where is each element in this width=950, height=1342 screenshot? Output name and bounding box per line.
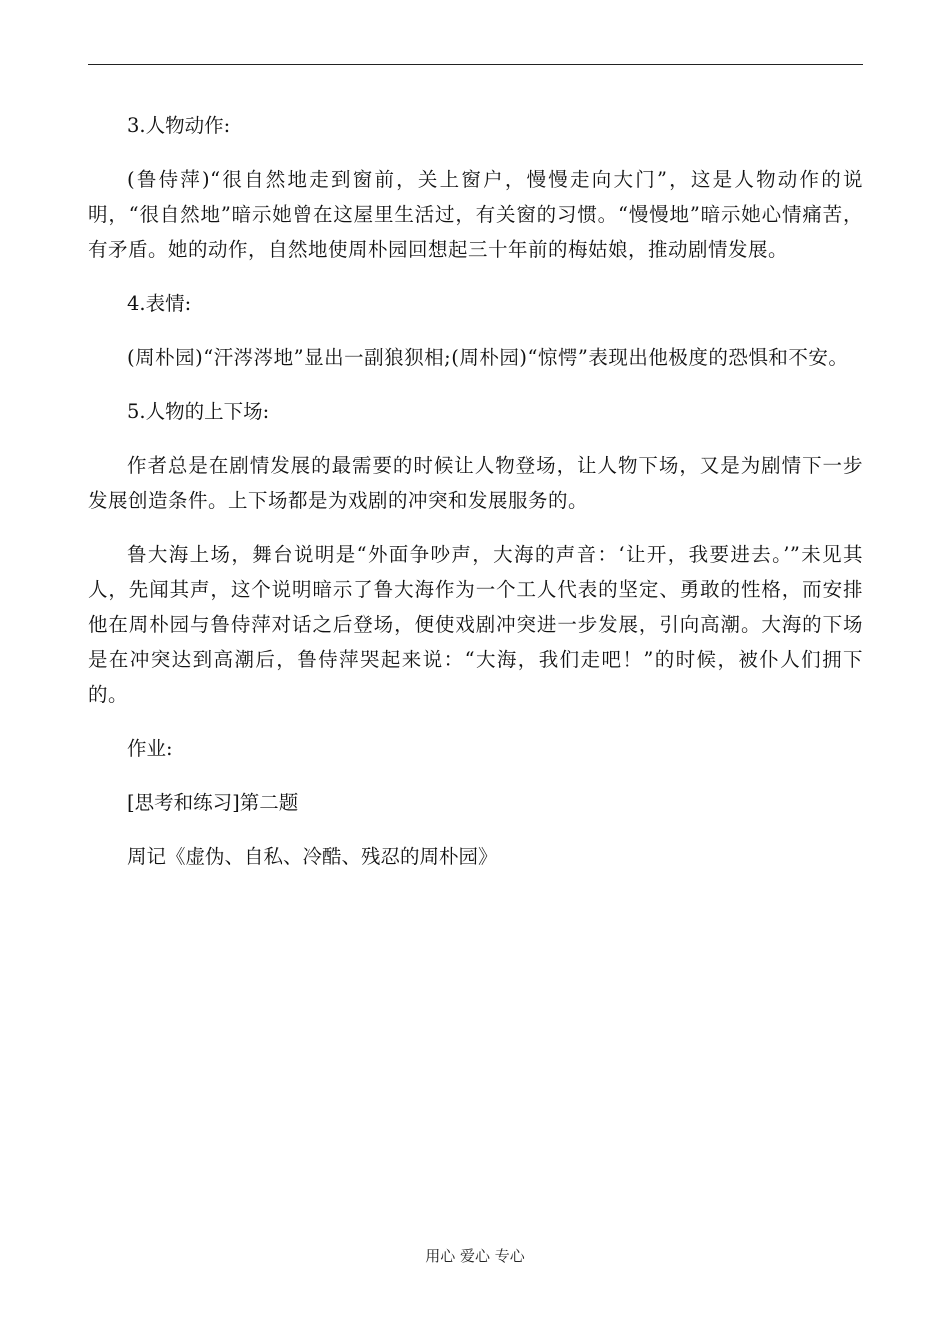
- homework-heading: 作业:: [127, 737, 173, 760]
- document-body: [88, 108, 863, 893]
- homework-exercise: [思考和练习]第二题: [127, 791, 299, 814]
- section-heading-entrance-exit: 5.人物的上下场:: [127, 400, 270, 423]
- header-rule: [88, 64, 863, 65]
- paragraph-dahai: 鲁大海上场，舞台说明是“外面争吵声，大海的声音：‘让开，我要进去。’”未见其人，先闻其声，这个说明暗示了鲁大海作为一个工人代表的坚定、勇敢的性格，而安排他在周朴园与鲁侍萍对话之后登场，便使戏剧冲突进一步发展，引向高潮。大海的下场是在冲突达到高潮后，鲁侍萍哭起来说：“大海，我们走吧！”的时候，被仆人们拥下的。: [88, 543, 863, 706]
- paragraph-action: (鲁侍萍)“很自然地走到窗前，关上窗户，慢慢走向大门”，这是人物动作的说明，“很自然地”暗示她曾在这屋里生活过，有关窗的习惯。“慢慢地”暗示她心情痛苦，有矛盾。她的动作，自然地使周朴园回想起三十年前的梅姑娘，推动剧情发展。: [88, 168, 863, 261]
- section-heading-expression: 4.表情:: [127, 292, 192, 315]
- section-heading-action: 3.人物动作:: [127, 114, 231, 137]
- paragraph-entrance-exit: 作者总是在剧情发展的最需要的时候让人物登场，让人物下场，又是为剧情下一步发展创造条件。上下场都是为戏剧的冲突和发展服务的。: [88, 454, 863, 512]
- page-footer: 用心 爱心 专心: [425, 1247, 525, 1265]
- paragraph-expression: (周朴园)“汗涔涔地”显出一副狼狈相;(周朴园)“惊愕”表现出他极度的恐惧和不安。: [127, 346, 849, 369]
- homework-journal: 周记《虚伪、自私、冷酷、残忍的周朴园》: [127, 845, 498, 868]
